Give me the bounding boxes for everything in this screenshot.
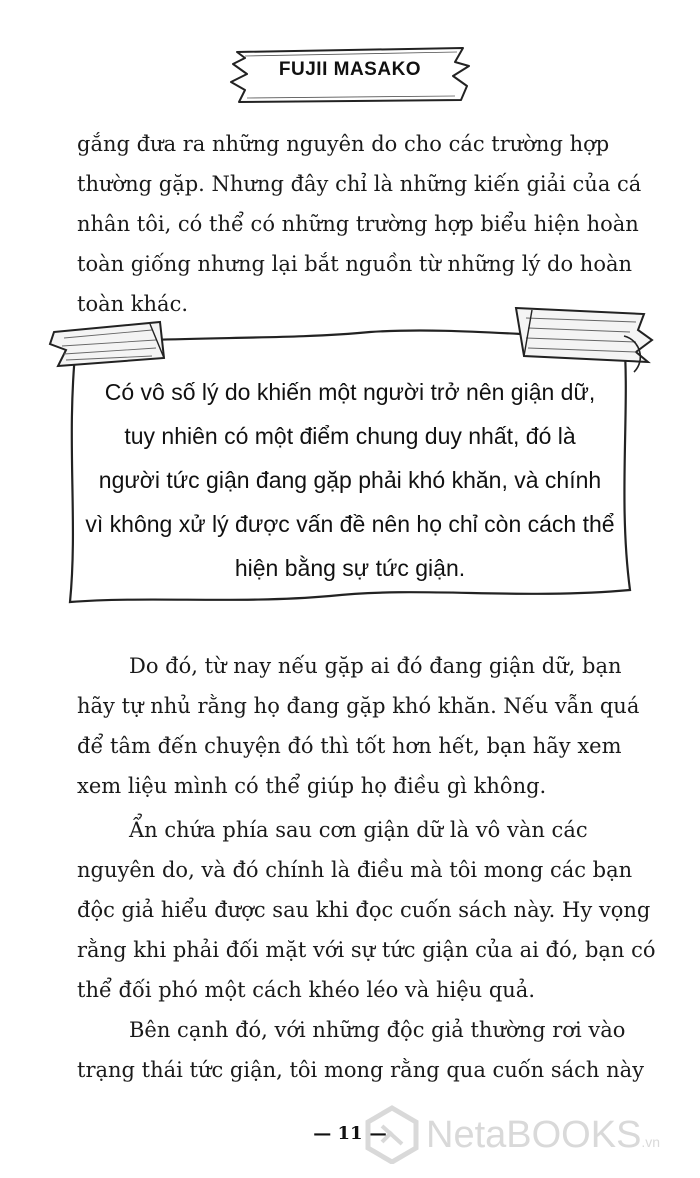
text-line: để tâm đến chuyện đó thì tốt hơn hết, bạn hãy xem	[77, 734, 622, 758]
header-banner	[225, 42, 475, 108]
text-line: Ẩn chứa phía sau cơn giận dữ là vô vàn các	[129, 818, 588, 842]
text-line: nhân tôi, có thể có những trường hợp biểu hiện hoàn	[77, 212, 639, 236]
body-paragraph-2	[77, 810, 656, 1010]
body-paragraph-1	[77, 646, 640, 806]
running-header-title: FUJII MASAKO	[278, 59, 422, 80]
text-line: Do đó, từ nay nếu gặp ai đó đang giận dữ, bạn	[129, 654, 622, 678]
text-line: toàn giống nhưng lại bắt nguồn từ những lý do hoàn	[77, 252, 633, 276]
body-paragraph-3	[77, 1010, 645, 1090]
highlight-quote	[72, 370, 628, 590]
intro-paragraph	[77, 124, 642, 324]
quote-line: Có vô số lý do khiến một người trở nên giận dữ,	[104, 379, 596, 405]
netabooks-logo-icon	[362, 1104, 422, 1164]
text-line: trạng thái tức giận, tôi mong rằng qua cuốn sách này	[77, 1058, 645, 1082]
text-line: độc giả hiểu được sau khi đọc cuốn sách này. Hy vọng	[77, 898, 651, 922]
text-line: Bên cạnh đó, với những độc giả thường rơi vào	[129, 1018, 626, 1042]
text-line: gắng đưa ra những nguyên do cho các trường hợp	[77, 132, 610, 156]
text-line: rằng khi phải đối mặt với sự tức giận của ai đó, bạn có	[77, 938, 656, 962]
text-line: nguyên do, và đó chính là điều mà tôi mong các bạn	[77, 858, 633, 882]
text-line: xem liệu mình có thể giúp họ điều gì không.	[77, 774, 547, 798]
text-line: hãy tự nhủ rằng họ đang gặp khó khăn. Nếu vẫn quá	[77, 694, 640, 718]
watermark-text	[426, 1114, 660, 1157]
watermark-brand: NetaBOOKS	[426, 1114, 642, 1156]
publisher-watermark	[360, 1100, 690, 1170]
text-line: toàn khác.	[77, 292, 189, 316]
quote-line: người tức giận đang gặp phải khó khăn, và chính	[98, 467, 602, 493]
quote-line: tuy nhiên có một điểm chung duy nhất, đó là	[124, 423, 576, 449]
watermark-suffix: .vn	[641, 1134, 661, 1150]
quote-line: hiện bằng sự tức giận.	[234, 555, 466, 581]
quote-line: vì không xử lý được vấn đề nên họ chỉ còn cách thể	[85, 511, 615, 537]
page-number: — 11 —	[313, 1123, 387, 1144]
text-line: thường gặp. Nhưng đây chỉ là những kiến giải của cá	[77, 172, 642, 196]
text-line: thể đối phó một cách khéo léo và hiệu quả.	[77, 978, 535, 1002]
